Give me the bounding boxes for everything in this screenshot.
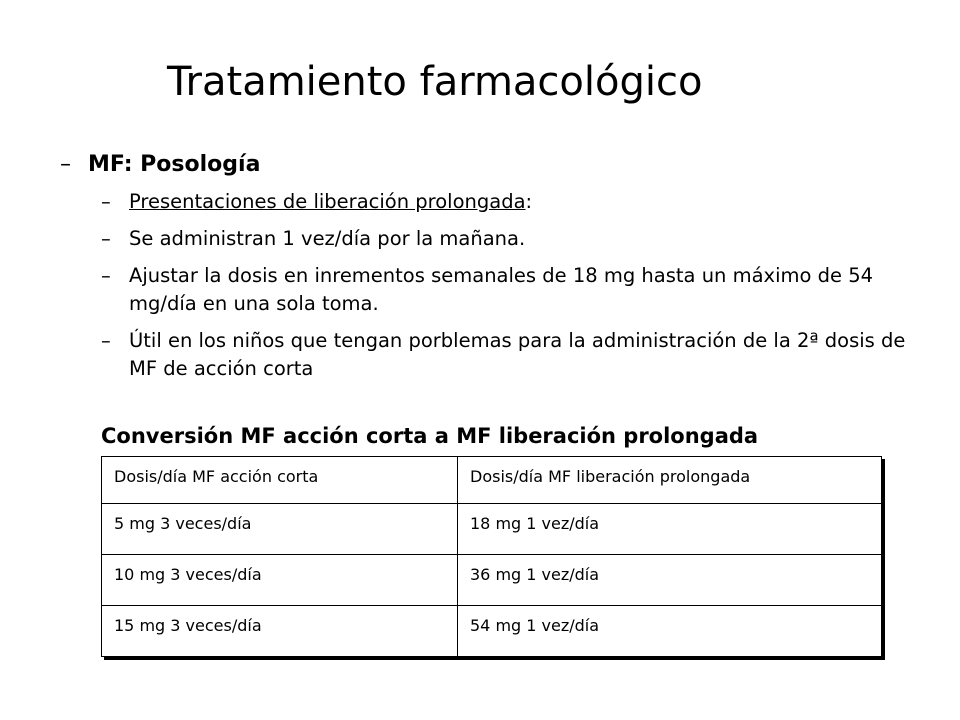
bullet-item xyxy=(60,225,920,253)
bullet-item xyxy=(60,327,920,383)
bullet-dash: – xyxy=(101,227,111,250)
table-cell: 36 mg 1 vez/día xyxy=(458,555,882,606)
bullet-list xyxy=(60,147,920,392)
bullet-dash: – xyxy=(101,190,111,213)
table-row xyxy=(102,606,882,657)
table-row xyxy=(102,555,882,606)
section-heading: MF: Posología xyxy=(88,152,261,177)
conversion-table xyxy=(101,456,882,657)
bullet-text-underlined: Presentaciones de liberación prolongada xyxy=(129,190,526,213)
table-cell: 10 mg 3 veces/día xyxy=(102,555,458,606)
slide-title: Tratamiento farmacológico xyxy=(167,59,703,105)
bullet-item xyxy=(60,188,920,216)
bullet-dash: – xyxy=(60,152,71,177)
bullet-text: Útil en los niños que tengan porblemas para la administración de la 2ª dosis de MF de acción corta xyxy=(129,329,906,380)
table-cell: 15 mg 3 veces/día xyxy=(102,606,458,657)
table-cell: 5 mg 3 veces/día xyxy=(102,504,458,555)
table-cell: 18 mg 1 vez/día xyxy=(458,504,882,555)
bullet-dash: – xyxy=(101,264,111,287)
table-row xyxy=(102,504,882,555)
bullet-item xyxy=(60,262,920,318)
table-header-cell: Dosis/día MF liberación prolongada xyxy=(458,457,882,504)
table-header-cell: Dosis/día MF acción corta xyxy=(102,457,458,504)
table-caption: Conversión MF acción corta a MF liberación prolongada xyxy=(101,424,759,448)
table-header-row xyxy=(102,457,882,504)
section-heading-item xyxy=(60,147,920,183)
bullet-text: Ajustar la dosis en inrementos semanales de 18 mg hasta un máximo de 54 mg/día en una sola toma. xyxy=(129,264,874,315)
bullet-text: Se administran 1 vez/día por la mañana. xyxy=(129,227,526,250)
bullet-text-suffix: : xyxy=(525,190,533,213)
bullet-dash: – xyxy=(101,329,111,352)
table-cell: 54 mg 1 vez/día xyxy=(458,606,882,657)
